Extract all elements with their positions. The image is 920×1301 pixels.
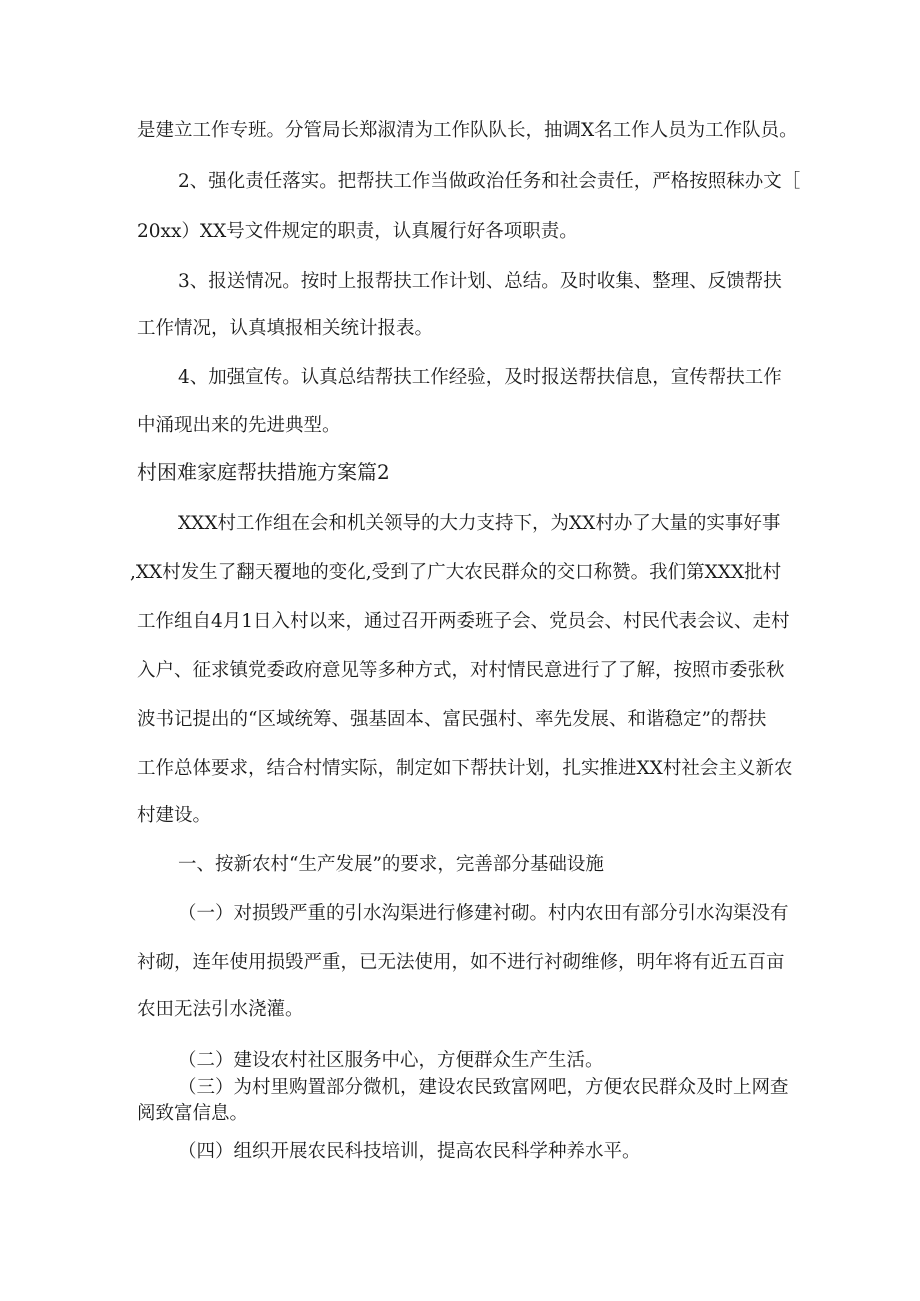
paragraph-3-line-1: 3、报送情况。按时上报帮扶工作计划、总结。及时收集、整理、反馈帮扶: [178, 271, 782, 292]
paragraph-2-line-2: 20xx）XX号文件规定的职责，认真履行好各项职责。: [137, 221, 578, 242]
item-1-3-line-2: 阅致富信息。: [137, 1103, 249, 1124]
paragraph-5-line-5: 波书记提出的“区域统筹、强基固本、富民强村、率先发展、和谐稳定”的帮扶: [137, 709, 767, 730]
paragraph-4-line-2: 中涌现出来的先进典型。: [137, 415, 341, 436]
paragraph-3-line-2: 工作情况，认真填报相关统计报表。: [137, 318, 434, 339]
paragraph-5-line-3: 工作组自4月1日入村以来，通过召开两委班子会、党员会、村民代表会议、走村: [137, 611, 790, 632]
item-1-1-line-3: 农田无法引水浇灌。: [137, 999, 304, 1020]
section-title: 村困难家庭帮扶措施方案篇2: [137, 460, 390, 484]
item-1-heading: 一、按新农村“生产发展”的要求，完善部分基础设施: [178, 854, 604, 875]
item-1-3-line-1: （三）为村里购置部分微机，建设农民致富网吧，方便农民群众及时上网查: [178, 1077, 789, 1098]
paragraph-5-line-2: ,XX村发生了翻天覆地的变化,受到了广大农民群众的交口称赞。我们第XXX批村: [130, 562, 782, 583]
paragraph-5-line-7: 村建设。: [137, 805, 212, 826]
item-1-1-line-2: 衬砌，连年使用损毁严重，已无法使用，如不进行衬砌维修，明年将有近五百亩: [137, 952, 785, 973]
paragraph-4-line-1: 4、加强宣传。认真总结帮扶工作经验，及时报送帮扶信息，宣传帮扶工作: [178, 367, 782, 388]
paragraph-5-line-1: XXX村工作组在会和机关领导的大力支持下，为XX村办了大量的实事好事: [178, 513, 781, 534]
paragraph-2-line-1: 2、强化责任落实。把帮扶工作当做政治任务和社会责任，严格按照秣办文［: [178, 171, 801, 192]
paragraph-5-line-6: 工作总体要求，结合村情实际，制定如下帮扶计划，扎实推进XX村社会主义新农: [137, 758, 793, 779]
paragraph-intro-line-1: 是建立工作专班。分管局长郑淑清为工作队队长，抽调X名工作人员为工作队员。: [137, 120, 798, 141]
item-1-4: （四）组织开展农民科技培训，提高农民科学种养水平。: [178, 1141, 641, 1162]
paragraph-5-line-4: 入户、征求镇党委政府意见等多种方式，对村情民意进行了了解，按照市委张秋: [137, 660, 785, 681]
item-1-1-line-1: （一）对损毁严重的引水沟渠进行修建衬砌。村内农田有部分引水沟渠没有: [178, 903, 789, 924]
item-1-2: （二）建设农村社区服务中心，方便群众生产生活。: [178, 1050, 604, 1071]
